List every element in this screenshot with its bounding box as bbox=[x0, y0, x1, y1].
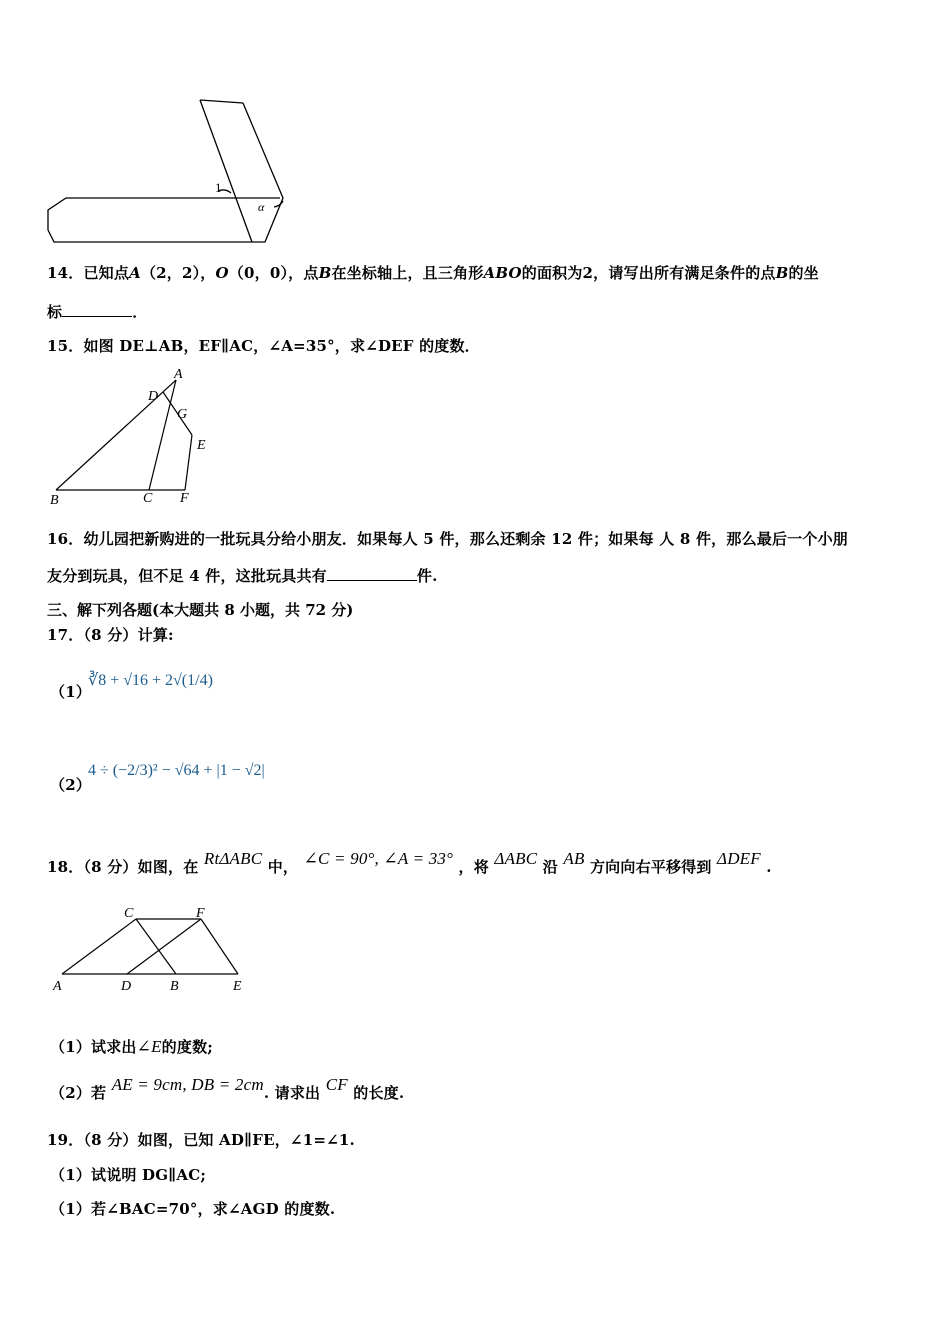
line-ef bbox=[185, 435, 192, 490]
q18-part1-end: 的度数; bbox=[161, 1038, 214, 1056]
strip-top bbox=[200, 100, 243, 103]
q17-part2-label: （2） bbox=[50, 776, 92, 794]
line-ac bbox=[62, 919, 136, 974]
q14-coord-a: （2，2）， bbox=[140, 264, 216, 282]
q18-part2-math: AE = 9cm, DB = 2cm bbox=[111, 1075, 264, 1094]
q18-part1 bbox=[50, 1036, 213, 1057]
label-D: D bbox=[148, 389, 159, 404]
label-A: A bbox=[174, 367, 183, 382]
q14-point-o: O bbox=[215, 264, 229, 282]
q14-point-b2: B bbox=[775, 264, 789, 282]
q14-line1 bbox=[47, 262, 819, 283]
label-B: B bbox=[50, 493, 59, 508]
q18-text-3: 沿 bbox=[542, 858, 558, 876]
strip-fold-left bbox=[200, 100, 252, 242]
q14-text-a: 已知点 bbox=[83, 264, 130, 282]
q18-math-abc: ΔABC bbox=[494, 849, 538, 868]
q18-part1-math: ∠E bbox=[136, 1037, 162, 1056]
q16-line1: 16．幼儿园把新购进的一批玩具分给小朋友．如果每人 5 件，那么还剩余 12 件；如果每 人 8 件，那么最后一个小朋 bbox=[47, 530, 848, 548]
label-G: G bbox=[177, 407, 188, 422]
q18-part1-text: （1）试求出 bbox=[50, 1038, 137, 1056]
label-D: D bbox=[121, 979, 132, 994]
q14-triangle: ABO bbox=[483, 264, 522, 282]
line-df bbox=[127, 919, 201, 974]
q18-math-ab: AB bbox=[563, 849, 585, 868]
q14-text-c: 的面积为2，请写出所有满足条件的点 bbox=[521, 264, 776, 282]
q17-part1-label: （1） bbox=[50, 683, 92, 701]
q18-math-rt-abc: RtΔABC bbox=[203, 849, 263, 868]
q18-text-2: ，将 bbox=[458, 858, 489, 876]
q14-line2 bbox=[47, 301, 147, 322]
q18-math-angles: ∠C = 90°, ∠A = 33° bbox=[303, 849, 454, 868]
label-B: B bbox=[170, 979, 179, 994]
q14-number: 14． bbox=[47, 264, 84, 282]
line-cb bbox=[136, 919, 176, 974]
q14-point-b: B bbox=[318, 264, 332, 282]
figure-q18 bbox=[48, 902, 258, 997]
label-E: E bbox=[233, 979, 242, 994]
q16-line2 bbox=[47, 565, 438, 586]
q16-answer-blank[interactable] bbox=[327, 566, 417, 581]
q18-part2-end: 的长度. bbox=[353, 1084, 405, 1102]
q14-line2-text: 标 bbox=[47, 303, 63, 321]
q16-line2-text: 友分到玩具，但不足 4 件，这批玩具共有 bbox=[47, 567, 327, 585]
q15-text: 15．如图 DE⊥AB，EF∥AC，∠A=35°，求∠DEF 的度数． bbox=[47, 337, 480, 355]
label-C: C bbox=[143, 491, 153, 506]
label-F: F bbox=[180, 491, 189, 506]
q18-part2 bbox=[50, 1075, 405, 1103]
q18-part2-mid: . 请求出 bbox=[263, 1084, 321, 1102]
q18-part2-text: （2）若 bbox=[50, 1084, 107, 1102]
label-F: F bbox=[196, 906, 205, 921]
strip-horizontal bbox=[48, 198, 280, 242]
q14-line2-end: ． bbox=[132, 303, 148, 321]
angle-alpha-label: α bbox=[258, 200, 265, 214]
q18-part2-math-cf: CF bbox=[325, 1075, 348, 1094]
q18-text-1: 中， bbox=[267, 858, 299, 876]
q18-text-5: . bbox=[766, 858, 772, 876]
label-A: A bbox=[53, 979, 62, 994]
strip-fold-right bbox=[243, 103, 283, 242]
q19-title: 19．（8 分）如图，已知 AD∥FE，∠1=∠1. bbox=[47, 1131, 355, 1149]
line-fe bbox=[201, 919, 238, 974]
figure-folded-strip bbox=[40, 95, 300, 255]
q19-part1: （1）试说明 DG∥AC; bbox=[50, 1166, 207, 1184]
q14-point-a: A bbox=[129, 264, 141, 282]
q17-part1-expr: ∛8 + √16 + 2√(1/4) bbox=[88, 672, 213, 689]
q14-answer-blank[interactable] bbox=[62, 302, 132, 317]
q18-math-def: ΔDEF bbox=[717, 849, 761, 868]
q17-part2-expr: 4 ÷ (−2/3)² − √64 + |1 − √2| bbox=[88, 762, 265, 779]
label-E: E bbox=[197, 438, 206, 453]
q14-text-d: 的坐 bbox=[788, 264, 819, 282]
q14-coord-o: （0，0），点 bbox=[228, 264, 319, 282]
q18-text-4: 方向向右平移得到 bbox=[589, 858, 712, 876]
q16-line2-end: 件. bbox=[416, 567, 438, 585]
q14-text-b: 在坐标轴上，且三角形 bbox=[331, 264, 484, 282]
angle-1-label: 1 bbox=[215, 180, 222, 195]
section-3-title: 三、解下列各题(本大题共 8 小题，共 72 分) bbox=[47, 601, 354, 619]
q18-line bbox=[47, 849, 772, 877]
q17-title: 17．（8 分）计算: bbox=[47, 626, 174, 644]
q19-part2: （1）若∠BAC=70°，求∠AGD 的度数. bbox=[50, 1200, 336, 1218]
q18-prefix: 18．（8 分）如图，在 bbox=[47, 858, 199, 876]
figure-q15 bbox=[40, 362, 230, 512]
label-C: C bbox=[124, 906, 134, 921]
